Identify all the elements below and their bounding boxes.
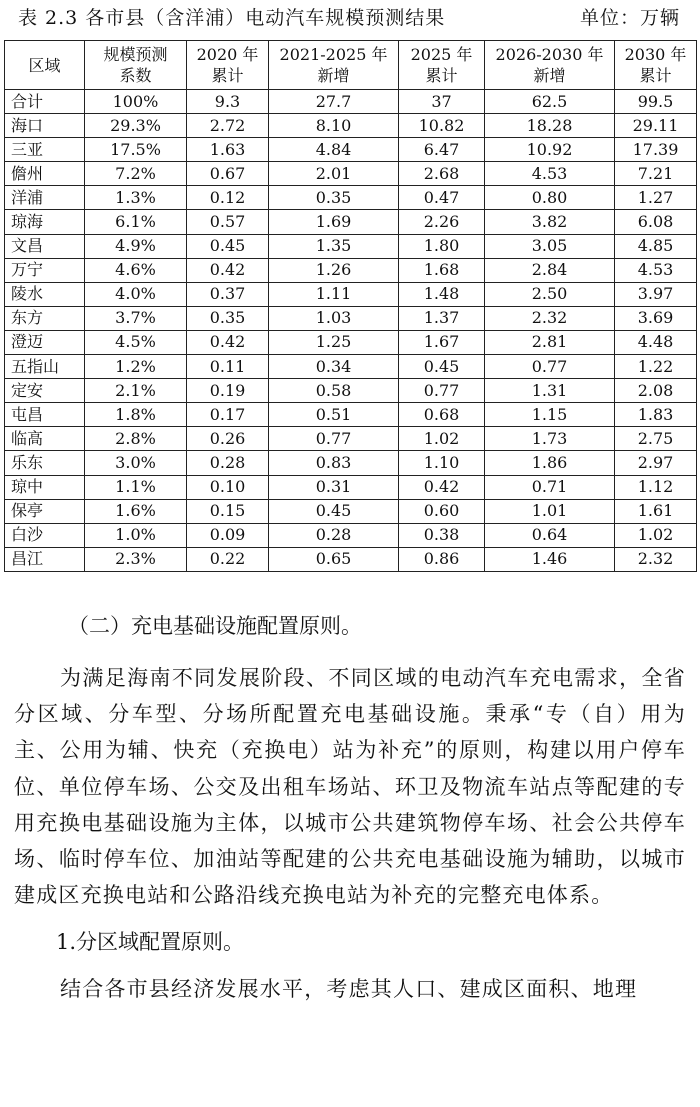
value-cell: 1.01 bbox=[485, 499, 615, 523]
value-cell: 0.42 bbox=[187, 330, 269, 354]
value-cell: 0.19 bbox=[187, 379, 269, 403]
value-cell: 2.84 bbox=[485, 258, 615, 282]
value-cell: 4.48 bbox=[615, 330, 697, 354]
ev-forecast-table bbox=[4, 40, 697, 572]
value-cell: 0.35 bbox=[269, 186, 399, 210]
column-header-line: 新增 bbox=[533, 66, 566, 85]
value-cell: 1.10 bbox=[399, 451, 485, 475]
value-cell: 1.83 bbox=[615, 403, 697, 427]
value-cell: 4.84 bbox=[269, 138, 399, 162]
value-cell: 1.22 bbox=[615, 355, 697, 379]
value-cell: 1.67 bbox=[399, 330, 485, 354]
value-cell: 0.37 bbox=[187, 282, 269, 306]
value-cell: 1.31 bbox=[485, 379, 615, 403]
value-cell: 0.51 bbox=[269, 403, 399, 427]
value-cell: 1.27 bbox=[615, 186, 697, 210]
value-cell: 3.0% bbox=[85, 451, 187, 475]
column-header bbox=[399, 41, 485, 90]
value-cell: 1.63 bbox=[187, 138, 269, 162]
value-cell: 0.68 bbox=[399, 403, 485, 427]
region-cell: 东方 bbox=[5, 306, 85, 330]
value-cell: 1.3% bbox=[85, 186, 187, 210]
table-row bbox=[5, 90, 697, 114]
value-cell: 1.03 bbox=[269, 306, 399, 330]
value-cell: 1.46 bbox=[485, 547, 615, 571]
value-cell: 0.67 bbox=[187, 162, 269, 186]
table-header-row bbox=[5, 41, 697, 90]
value-cell: 29.3% bbox=[85, 114, 187, 138]
value-cell: 2.1% bbox=[85, 379, 187, 403]
value-cell: 2.72 bbox=[187, 114, 269, 138]
table-row bbox=[5, 355, 697, 379]
value-cell: 3.97 bbox=[615, 282, 697, 306]
value-cell: 0.34 bbox=[269, 355, 399, 379]
value-cell: 7.2% bbox=[85, 162, 187, 186]
column-header-line: 累计 bbox=[639, 66, 672, 85]
value-cell: 27.7 bbox=[269, 90, 399, 114]
region-cell: 三亚 bbox=[5, 138, 85, 162]
value-cell: 1.0% bbox=[85, 523, 187, 547]
column-header-line: 新增 bbox=[317, 66, 350, 85]
column-header-line: 2030 年 bbox=[624, 45, 687, 64]
value-cell: 0.47 bbox=[399, 186, 485, 210]
value-cell: 0.22 bbox=[187, 547, 269, 571]
value-cell: 4.6% bbox=[85, 258, 187, 282]
value-cell: 62.5 bbox=[485, 90, 615, 114]
value-cell: 0.77 bbox=[485, 355, 615, 379]
value-cell: 4.53 bbox=[485, 162, 615, 186]
value-cell: 6.1% bbox=[85, 210, 187, 234]
column-header-line: 系数 bbox=[119, 66, 152, 85]
value-cell: 1.25 bbox=[269, 330, 399, 354]
table-row bbox=[5, 451, 697, 475]
table-row bbox=[5, 475, 697, 499]
value-cell: 0.60 bbox=[399, 499, 485, 523]
value-cell: 9.3 bbox=[187, 90, 269, 114]
region-cell: 白沙 bbox=[5, 523, 85, 547]
value-cell: 3.69 bbox=[615, 306, 697, 330]
table-row bbox=[5, 258, 697, 282]
table-unit: 单位：万辆 bbox=[579, 7, 680, 29]
table-row bbox=[5, 162, 697, 186]
value-cell: 0.35 bbox=[187, 306, 269, 330]
region-cell: 五指山 bbox=[5, 355, 85, 379]
value-cell: 0.10 bbox=[187, 475, 269, 499]
value-cell: 4.0% bbox=[85, 282, 187, 306]
table-row bbox=[5, 114, 697, 138]
table-row bbox=[5, 210, 697, 234]
value-cell: 99.5 bbox=[615, 90, 697, 114]
value-cell: 2.97 bbox=[615, 451, 697, 475]
value-cell: 0.80 bbox=[485, 186, 615, 210]
region-cell: 乐东 bbox=[5, 451, 85, 475]
value-cell: 37 bbox=[399, 90, 485, 114]
value-cell: 0.86 bbox=[399, 547, 485, 571]
value-cell: 1.02 bbox=[615, 523, 697, 547]
value-cell: 0.77 bbox=[399, 379, 485, 403]
column-header-line: 累计 bbox=[425, 66, 458, 85]
column-header bbox=[269, 41, 399, 90]
table-row bbox=[5, 186, 697, 210]
column-header-line: 累计 bbox=[211, 66, 244, 85]
value-cell: 2.68 bbox=[399, 162, 485, 186]
value-cell: 1.61 bbox=[615, 499, 697, 523]
value-cell: 1.35 bbox=[269, 234, 399, 258]
value-cell: 0.31 bbox=[269, 475, 399, 499]
value-cell: 10.82 bbox=[399, 114, 485, 138]
region-cell: 文昌 bbox=[5, 234, 85, 258]
value-cell: 0.09 bbox=[187, 523, 269, 547]
value-cell: 4.85 bbox=[615, 234, 697, 258]
column-header-line: 2020 年 bbox=[196, 45, 259, 64]
value-cell: 7.21 bbox=[615, 162, 697, 186]
region-cell: 屯昌 bbox=[5, 403, 85, 427]
value-cell: 8.10 bbox=[269, 114, 399, 138]
region-cell: 临高 bbox=[5, 427, 85, 451]
column-header-line: 2021-2025 年 bbox=[279, 45, 388, 64]
value-cell: 0.11 bbox=[187, 355, 269, 379]
value-cell: 1.73 bbox=[485, 427, 615, 451]
value-cell: 3.82 bbox=[485, 210, 615, 234]
column-header bbox=[85, 41, 187, 90]
value-cell: 4.53 bbox=[615, 258, 697, 282]
value-cell: 0.77 bbox=[269, 427, 399, 451]
value-cell: 2.81 bbox=[485, 330, 615, 354]
value-cell: 0.28 bbox=[269, 523, 399, 547]
value-cell: 0.64 bbox=[485, 523, 615, 547]
value-cell: 0.45 bbox=[399, 355, 485, 379]
table-row bbox=[5, 403, 697, 427]
table-row bbox=[5, 379, 697, 403]
value-cell: 29.11 bbox=[615, 114, 697, 138]
region-cell: 琼中 bbox=[5, 475, 85, 499]
region-cell: 洋浦 bbox=[5, 186, 85, 210]
value-cell: 1.02 bbox=[399, 427, 485, 451]
region-cell: 海口 bbox=[5, 114, 85, 138]
column-header bbox=[5, 41, 85, 90]
value-cell: 0.15 bbox=[187, 499, 269, 523]
column-header-line: 区域 bbox=[28, 55, 61, 75]
value-cell: 2.32 bbox=[485, 306, 615, 330]
value-cell: 18.28 bbox=[485, 114, 615, 138]
value-cell: 0.42 bbox=[399, 475, 485, 499]
region-cell: 澄迈 bbox=[5, 330, 85, 354]
section-heading: （二）充电基础设施配置原则。 bbox=[68, 614, 362, 638]
value-cell: 2.3% bbox=[85, 547, 187, 571]
value-cell: 3.05 bbox=[485, 234, 615, 258]
table-caption bbox=[0, 4, 700, 32]
value-cell: 4.9% bbox=[85, 234, 187, 258]
table-row bbox=[5, 330, 697, 354]
value-cell: 0.28 bbox=[187, 451, 269, 475]
value-cell: 1.86 bbox=[485, 451, 615, 475]
value-cell: 2.50 bbox=[485, 282, 615, 306]
value-cell: 0.45 bbox=[269, 499, 399, 523]
value-cell: 0.17 bbox=[187, 403, 269, 427]
region-cell: 儋州 bbox=[5, 162, 85, 186]
value-cell: 0.65 bbox=[269, 547, 399, 571]
region-cell: 保亭 bbox=[5, 499, 85, 523]
value-cell: 10.92 bbox=[485, 138, 615, 162]
value-cell: 0.38 bbox=[399, 523, 485, 547]
value-cell: 1.2% bbox=[85, 355, 187, 379]
value-cell: 1.6% bbox=[85, 499, 187, 523]
table-row bbox=[5, 234, 697, 258]
value-cell: 2.32 bbox=[615, 547, 697, 571]
table-body bbox=[5, 90, 697, 572]
region-cell: 琼海 bbox=[5, 210, 85, 234]
value-cell: 0.58 bbox=[269, 379, 399, 403]
value-cell: 0.83 bbox=[269, 451, 399, 475]
value-cell: 1.69 bbox=[269, 210, 399, 234]
value-cell: 1.80 bbox=[399, 234, 485, 258]
value-cell: 6.08 bbox=[615, 210, 697, 234]
value-cell: 1.15 bbox=[485, 403, 615, 427]
region-cell: 合计 bbox=[5, 90, 85, 114]
value-cell: 2.01 bbox=[269, 162, 399, 186]
region-cell: 万宁 bbox=[5, 258, 85, 282]
column-header-line: 规模预测 bbox=[103, 45, 168, 64]
table-row bbox=[5, 523, 697, 547]
value-cell: 2.26 bbox=[399, 210, 485, 234]
sub-heading: 1.分区域配置原则。 bbox=[56, 930, 245, 955]
table-row bbox=[5, 306, 697, 330]
value-cell: 2.8% bbox=[85, 427, 187, 451]
table-title: 表 2.3 各市县（含洋浦）电动汽车规模预测结果 bbox=[18, 7, 446, 29]
value-cell: 3.7% bbox=[85, 306, 187, 330]
value-cell: 1.8% bbox=[85, 403, 187, 427]
value-cell: 1.68 bbox=[399, 258, 485, 282]
column-header bbox=[187, 41, 269, 90]
value-cell: 6.47 bbox=[399, 138, 485, 162]
value-cell: 2.08 bbox=[615, 379, 697, 403]
region-cell: 定安 bbox=[5, 379, 85, 403]
column-header-line: 2026-2030 年 bbox=[495, 45, 604, 64]
value-cell: 1.11 bbox=[269, 282, 399, 306]
value-cell: 0.71 bbox=[485, 475, 615, 499]
table-row bbox=[5, 282, 697, 306]
value-cell: 100% bbox=[85, 90, 187, 114]
value-cell: 17.39 bbox=[615, 138, 697, 162]
value-cell: 0.42 bbox=[187, 258, 269, 282]
column-header-line: 2025 年 bbox=[410, 45, 473, 64]
value-cell: 17.5% bbox=[85, 138, 187, 162]
value-cell: 1.48 bbox=[399, 282, 485, 306]
value-cell: 0.26 bbox=[187, 427, 269, 451]
region-cell: 昌江 bbox=[5, 547, 85, 571]
column-header bbox=[615, 41, 697, 90]
region-cell: 陵水 bbox=[5, 282, 85, 306]
table-row bbox=[5, 427, 697, 451]
table-row bbox=[5, 138, 697, 162]
value-cell: 2.75 bbox=[615, 427, 697, 451]
value-cell: 1.37 bbox=[399, 306, 485, 330]
value-cell: 1.1% bbox=[85, 475, 187, 499]
table-row bbox=[5, 499, 697, 523]
paragraph: 为满足海南不同发展阶段、不同区域的电动汽车充电需求，全省分区域、分车型、分场所配置充电基础设施。秉承“专（自）用为主、公用为辅、快充（充换电）站为补充”的原则，构建以用户停车位、单位停车场、公交及出租车场站、环卫及物流车站点等配建的专用充换电基础设施为主体，以城市公共建筑物停车场、社会公共停车场、临时停车位、加油站等配建的公共充电基础设施为辅助，以城市建成区充换电站和公路沿线充换电站为补充的完整充电体系。 bbox=[14, 666, 686, 908]
paragraph: 结合各市县经济发展水平，考虑其人口、建成区面积、地理 bbox=[60, 977, 638, 1002]
value-cell: 0.57 bbox=[187, 210, 269, 234]
value-cell: 0.45 bbox=[187, 234, 269, 258]
value-cell: 0.12 bbox=[187, 186, 269, 210]
value-cell: 1.26 bbox=[269, 258, 399, 282]
value-cell: 4.5% bbox=[85, 330, 187, 354]
body-text bbox=[0, 598, 700, 1008]
table-row bbox=[5, 547, 697, 571]
column-header bbox=[485, 41, 615, 90]
value-cell: 1.12 bbox=[615, 475, 697, 499]
